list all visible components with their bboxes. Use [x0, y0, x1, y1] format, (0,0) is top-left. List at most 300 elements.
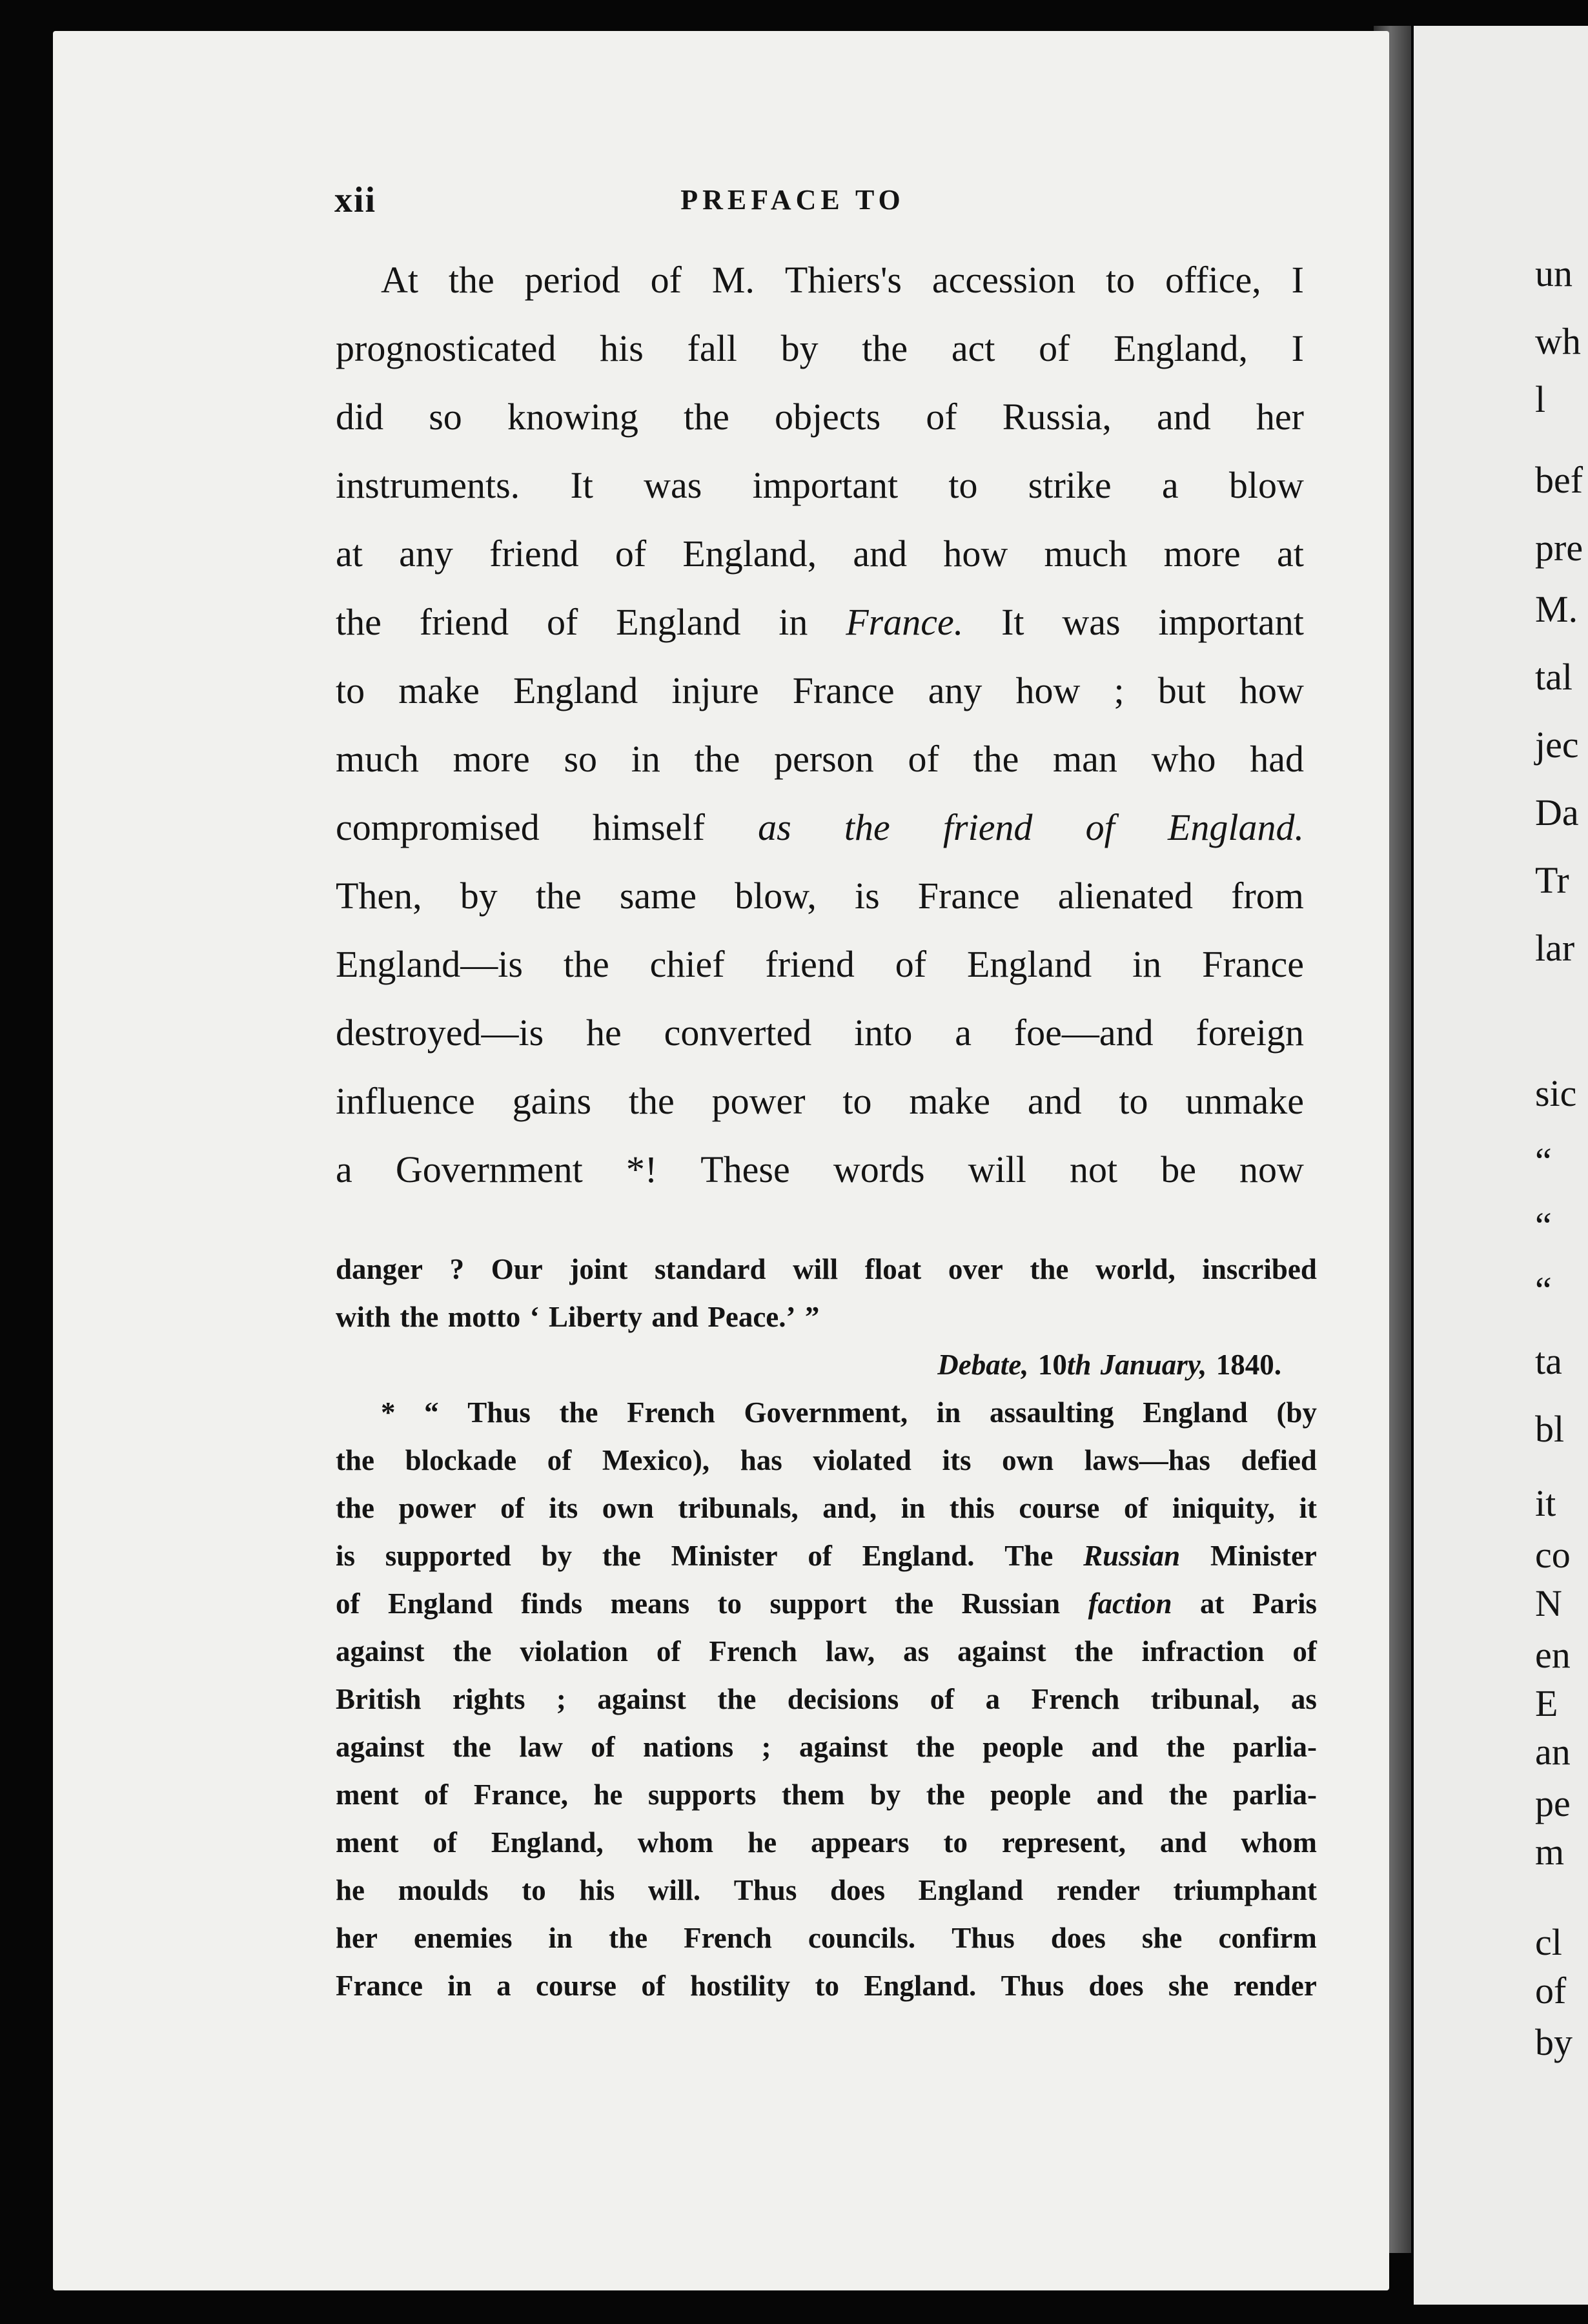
- facing-page-fragment: “: [1535, 1269, 1552, 1311]
- word: of: [547, 601, 578, 643]
- word: and: [1091, 1731, 1139, 1763]
- word: the: [1166, 1731, 1205, 1763]
- word: a: [1161, 464, 1179, 506]
- word: a: [955, 1012, 972, 1054]
- word: the: [563, 943, 609, 985]
- word: she: [1168, 1970, 1209, 2002]
- word: unmake: [1185, 1080, 1304, 1122]
- word: so: [564, 738, 598, 780]
- word: destroyed—is: [336, 1012, 544, 1054]
- word: violated: [813, 1444, 911, 1476]
- word: ‘: [529, 1301, 540, 1333]
- facing-page-fragment: cl: [1535, 1921, 1562, 1963]
- word: motto: [447, 1301, 521, 1333]
- word: England: [616, 601, 741, 643]
- word: render: [1056, 1874, 1140, 1906]
- word: Government,: [744, 1396, 908, 1429]
- word: float: [864, 1253, 922, 1285]
- footnote-line: [336, 1682, 1317, 1730]
- facing-page-fragment: pe: [1535, 1782, 1571, 1824]
- word: French: [684, 1922, 772, 1954]
- word: knowing: [507, 396, 638, 438]
- word: in: [1132, 943, 1162, 985]
- word: ment: [336, 1779, 399, 1811]
- word: was: [644, 464, 702, 506]
- facing-page-fragment: l: [1535, 378, 1546, 420]
- word: to: [1119, 1080, 1148, 1122]
- word: January,: [1100, 1349, 1207, 1381]
- footnote-line: [336, 1396, 1317, 1443]
- word: violation: [520, 1635, 628, 1667]
- word: how: [1239, 669, 1304, 711]
- word: Minister: [671, 1540, 778, 1572]
- word: at: [336, 533, 363, 575]
- footnote-block: [336, 1252, 1317, 2017]
- word: blow: [1228, 464, 1304, 506]
- word: objects: [774, 396, 881, 438]
- word: a: [496, 1970, 511, 2002]
- footnote-line: [336, 1539, 1317, 1587]
- word: friend: [765, 943, 855, 985]
- word: of: [336, 1587, 360, 1620]
- word: in: [631, 738, 660, 780]
- word: in: [901, 1492, 926, 1524]
- word: inscribed: [1202, 1253, 1317, 1285]
- word: and: [651, 1301, 698, 1333]
- word: England,: [491, 1826, 604, 1859]
- word: of: [650, 259, 682, 301]
- word: make: [909, 1080, 990, 1122]
- facing-page-fragment: an: [1535, 1731, 1571, 1773]
- word: friend: [942, 806, 1033, 848]
- word: of: [895, 943, 927, 985]
- word: of: [615, 533, 647, 575]
- facing-page-fragment: m: [1535, 1831, 1565, 1873]
- word: man: [1053, 738, 1117, 780]
- word: from: [1231, 875, 1304, 917]
- word: he: [748, 1826, 777, 1859]
- footnote-line: [336, 1443, 1317, 1491]
- word: at: [1277, 533, 1304, 575]
- word: in: [936, 1396, 961, 1429]
- word: of: [930, 1683, 955, 1715]
- word: the: [448, 259, 494, 301]
- word: it: [1299, 1492, 1317, 1524]
- facing-page-fragment: bl: [1535, 1408, 1565, 1450]
- word: and: [1157, 396, 1211, 438]
- text-line: [336, 532, 1304, 600]
- word: will: [793, 1253, 839, 1285]
- word: against: [336, 1731, 425, 1763]
- word: the: [1030, 1253, 1069, 1285]
- word: and: [853, 533, 908, 575]
- word: render: [1233, 1970, 1317, 2002]
- text-line: [336, 1079, 1304, 1148]
- word: Government: [395, 1148, 583, 1190]
- word: Paris: [1252, 1587, 1317, 1620]
- text-line: [336, 737, 1304, 806]
- word: joint: [569, 1253, 628, 1285]
- word: French: [627, 1396, 715, 1429]
- word: appears: [811, 1826, 910, 1859]
- word: England: [387, 1587, 493, 1620]
- word: finds: [521, 1587, 583, 1620]
- word: tribunal,: [1150, 1683, 1260, 1715]
- footnote-line: [336, 1252, 1317, 1300]
- word: his: [579, 1874, 615, 1906]
- word: France,: [473, 1779, 569, 1811]
- facing-page-fragment: lar: [1535, 927, 1575, 969]
- word: gains: [512, 1080, 592, 1122]
- word: the: [602, 1540, 641, 1572]
- word: her: [1256, 396, 1304, 438]
- word: nations: [643, 1731, 734, 1763]
- word: England.: [862, 1540, 975, 1572]
- word: he: [586, 1012, 622, 1054]
- footnote-line: [336, 1778, 1317, 1826]
- word: to: [522, 1874, 546, 1906]
- word: Then,: [336, 875, 422, 917]
- word: compromised: [336, 806, 540, 848]
- word: These: [700, 1148, 790, 1190]
- word: of: [908, 738, 939, 780]
- word: important: [1158, 601, 1304, 643]
- word: of: [1039, 327, 1070, 369]
- word: law,: [825, 1635, 875, 1667]
- word: rights: [452, 1683, 525, 1715]
- word: chief: [649, 943, 725, 985]
- word: defied: [1241, 1444, 1317, 1476]
- word: accession: [931, 259, 1076, 301]
- word: friend: [489, 533, 579, 575]
- word: and: [1159, 1826, 1207, 1859]
- word: by: [870, 1779, 901, 1811]
- word: iniquity,: [1172, 1492, 1275, 1524]
- facing-page-fragment: it: [1535, 1482, 1556, 1524]
- word: 10th: [1037, 1349, 1092, 1381]
- word: power: [398, 1492, 476, 1524]
- word: strike: [1028, 464, 1112, 506]
- word: a: [336, 1148, 352, 1190]
- word: is: [854, 875, 880, 917]
- word: against: [336, 1635, 425, 1667]
- footnote-line: [336, 1873, 1317, 1921]
- word: ;: [761, 1731, 771, 1763]
- word: its: [549, 1492, 578, 1524]
- facing-page-fragment: bef: [1535, 459, 1583, 501]
- word: in: [779, 601, 808, 643]
- word: the: [862, 327, 908, 369]
- word: act: [951, 327, 995, 369]
- word: French: [709, 1635, 797, 1667]
- word: of: [423, 1779, 449, 1811]
- word: the: [895, 1587, 934, 1620]
- word: It: [570, 464, 593, 506]
- word: Russian: [1083, 1540, 1181, 1572]
- text-line: [336, 806, 1304, 874]
- word: blow,: [735, 875, 817, 917]
- word: faction: [1088, 1587, 1172, 1620]
- word: Mexico),: [602, 1444, 710, 1476]
- word: represent,: [1001, 1826, 1126, 1859]
- word: into: [854, 1012, 913, 1054]
- word: enemies: [414, 1922, 513, 1954]
- text-line: [336, 943, 1304, 1011]
- word: Minister: [1210, 1540, 1317, 1572]
- word: instruments.: [336, 464, 520, 506]
- word: as: [1290, 1683, 1317, 1715]
- word: had: [1250, 738, 1304, 780]
- word: the: [559, 1396, 598, 1429]
- word: own: [1002, 1444, 1054, 1476]
- word: of: [1085, 806, 1115, 848]
- word: tribunals,: [678, 1492, 799, 1524]
- word: prognosticated: [336, 327, 556, 369]
- facing-page-fragment: “: [1535, 1140, 1552, 1182]
- footnote-line: [336, 1300, 1317, 1348]
- text-line: [336, 600, 1304, 669]
- word: the: [694, 738, 740, 780]
- word: laws—has: [1084, 1444, 1210, 1476]
- word: Peace.’: [707, 1301, 796, 1333]
- word: the: [1074, 1635, 1114, 1667]
- word: so: [429, 396, 462, 438]
- facing-page-fragment: of: [1535, 1970, 1567, 2012]
- word: against: [597, 1683, 686, 1715]
- word: England: [1143, 1396, 1248, 1429]
- word: “: [424, 1396, 439, 1429]
- word: It: [1001, 601, 1024, 643]
- word: the: [926, 1779, 965, 1811]
- word: Debate,: [937, 1349, 1029, 1381]
- word: as: [758, 806, 791, 848]
- facing-page-fragment: un: [1535, 252, 1573, 294]
- word: has: [740, 1444, 782, 1476]
- word: world,: [1095, 1253, 1176, 1285]
- word: ment: [336, 1826, 399, 1859]
- word: does: [1088, 1970, 1144, 2002]
- word: converted: [664, 1012, 812, 1054]
- text-line: [336, 258, 1304, 327]
- word: much: [1044, 533, 1128, 575]
- word: means: [610, 1587, 690, 1620]
- word: *: [381, 1396, 396, 1429]
- facing-page-fragment: Tr: [1535, 859, 1569, 901]
- word: by: [541, 1540, 573, 1572]
- word: a: [985, 1683, 1001, 1715]
- word: the: [452, 1731, 491, 1763]
- word: standard: [654, 1253, 766, 1285]
- facing-page-fragment: co: [1535, 1534, 1571, 1576]
- word: of: [433, 1826, 457, 1859]
- word: England: [918, 1874, 1024, 1906]
- word: of: [547, 1444, 572, 1476]
- word: any: [928, 669, 982, 711]
- footnote-line: [336, 1348, 1317, 1396]
- word: of: [1292, 1635, 1317, 1667]
- word: the: [844, 806, 890, 848]
- word: how: [1015, 669, 1081, 711]
- word: the: [717, 1683, 757, 1715]
- word: French: [1031, 1683, 1120, 1715]
- facing-page-fragment: “: [1535, 1205, 1552, 1247]
- word: France: [336, 1970, 423, 2002]
- word: the: [628, 1080, 675, 1122]
- word: friend: [419, 601, 509, 643]
- main-text: [336, 258, 1304, 1216]
- footnote-line: [336, 1635, 1317, 1682]
- word: whom: [1241, 1826, 1317, 1859]
- word: The: [1004, 1540, 1054, 1572]
- word: England: [966, 943, 1092, 985]
- word: influence: [336, 1080, 475, 1122]
- word: who: [1151, 738, 1216, 780]
- word: France: [1202, 943, 1304, 985]
- word: by: [780, 327, 819, 369]
- word: not: [1069, 1148, 1118, 1190]
- word: the: [609, 1922, 648, 1954]
- word: of: [1123, 1492, 1148, 1524]
- word: this: [949, 1492, 995, 1524]
- word: Thus: [733, 1874, 797, 1906]
- word: how: [943, 533, 1008, 575]
- word: now: [1239, 1148, 1304, 1190]
- word: At: [381, 259, 418, 301]
- word: at: [1200, 1587, 1225, 1620]
- word: of: [500, 1492, 525, 1524]
- word: period: [524, 259, 620, 301]
- word: Thus: [467, 1396, 531, 1429]
- word: he: [336, 1874, 365, 1906]
- word: England.: [1167, 806, 1304, 848]
- word: ;: [556, 1683, 566, 1715]
- facing-page-fragment: jec: [1535, 724, 1579, 766]
- footnote-line: [336, 1730, 1317, 1778]
- word: the: [535, 875, 582, 917]
- word: the: [915, 1731, 955, 1763]
- word: Thiers's: [784, 259, 902, 301]
- text-line: [336, 395, 1304, 464]
- word: her: [336, 1922, 378, 1954]
- footnote-line: [336, 1921, 1317, 1969]
- word: England—is: [336, 943, 523, 985]
- word: person: [774, 738, 874, 780]
- word: to: [842, 1080, 872, 1122]
- word: and: [1096, 1779, 1144, 1811]
- facing-page-fragment: wh: [1535, 320, 1581, 362]
- word: to: [948, 464, 978, 506]
- word: France: [917, 875, 1020, 917]
- word: law: [519, 1731, 563, 1763]
- word: course: [536, 1970, 616, 2002]
- word: of: [926, 396, 957, 438]
- word: support: [769, 1587, 867, 1620]
- word: *!: [626, 1148, 658, 1190]
- footnote-line: [336, 1587, 1317, 1635]
- word: by: [460, 875, 498, 917]
- word: to: [1106, 259, 1135, 301]
- word: of: [641, 1970, 666, 2002]
- word: to: [336, 669, 365, 711]
- word: people: [990, 1779, 1072, 1811]
- word: course: [1019, 1492, 1100, 1524]
- word: (by: [1276, 1396, 1317, 1429]
- word: same: [619, 875, 697, 917]
- word: supported: [385, 1540, 511, 1572]
- word: more: [453, 738, 530, 780]
- word: the: [336, 601, 382, 643]
- word: office,: [1165, 259, 1261, 301]
- word: and,: [822, 1492, 877, 1524]
- word: M.: [711, 259, 755, 301]
- word: Thus: [952, 1922, 1015, 1954]
- word: England.: [864, 1970, 977, 2002]
- facing-page-fragment: Da: [1535, 791, 1579, 833]
- word: own: [602, 1492, 654, 1524]
- word: but: [1157, 669, 1206, 711]
- word: them: [781, 1779, 845, 1811]
- word: was: [1062, 601, 1121, 643]
- word: the: [336, 1444, 374, 1476]
- text-line: [336, 464, 1304, 532]
- word: whom: [637, 1826, 714, 1859]
- word: England: [513, 669, 638, 711]
- word: confirm: [1218, 1922, 1317, 1954]
- facing-page-fragment: en: [1535, 1634, 1571, 1676]
- word: people: [982, 1731, 1064, 1763]
- word: France: [792, 669, 895, 711]
- word: be: [1161, 1148, 1196, 1190]
- facing-page-fragment: ta: [1535, 1340, 1562, 1382]
- word: the: [683, 396, 729, 438]
- facing-page-fragment: M.: [1535, 588, 1578, 630]
- word: to: [815, 1970, 840, 2002]
- word: does: [1050, 1922, 1106, 1954]
- word: I: [1291, 259, 1304, 301]
- word: decisions: [787, 1683, 899, 1715]
- word: the: [973, 738, 1019, 780]
- footnote-line: [336, 1969, 1317, 2017]
- page-number: xii: [334, 180, 377, 220]
- word: to: [717, 1587, 742, 1620]
- word: ?: [449, 1253, 465, 1285]
- word: Liberty: [549, 1301, 643, 1333]
- facing-page-fragment: tal: [1535, 656, 1573, 698]
- word: will.: [647, 1874, 701, 1906]
- text-line: [336, 669, 1304, 737]
- facing-page-fragment: by: [1535, 2021, 1573, 2063]
- word: I: [1291, 327, 1304, 369]
- word: assaulting: [989, 1396, 1114, 1429]
- word: more: [1163, 533, 1241, 575]
- word: ”: [804, 1301, 820, 1333]
- word: infraction: [1141, 1635, 1265, 1667]
- word: triumphant: [1173, 1874, 1317, 1906]
- page-header: [283, 179, 1303, 225]
- word: injure: [671, 669, 759, 711]
- word: important: [752, 464, 899, 506]
- word: against: [957, 1635, 1046, 1667]
- word: power: [711, 1080, 806, 1122]
- text-line: [336, 874, 1304, 943]
- text-line: [336, 1011, 1304, 1079]
- word: he: [593, 1779, 623, 1811]
- word: Russia,: [1002, 396, 1112, 438]
- word: did: [336, 396, 384, 438]
- word: 1840.: [1216, 1349, 1281, 1381]
- word: of: [656, 1635, 681, 1667]
- word: with: [336, 1301, 391, 1333]
